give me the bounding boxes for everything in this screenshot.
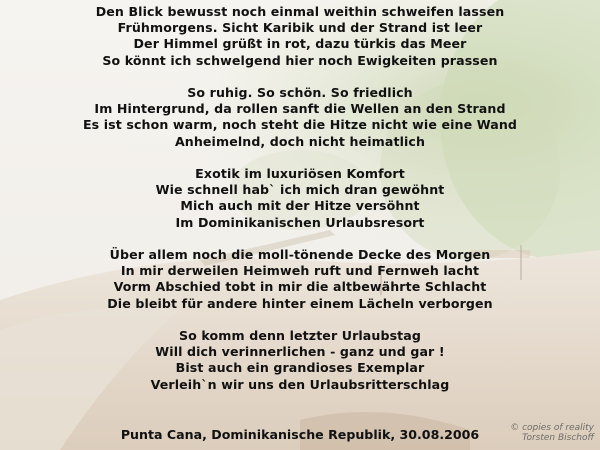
poem-text xyxy=(0,4,600,409)
poem-line: Bist auch ein grandioses Exemplar xyxy=(175,360,425,376)
poem-line: Den Blick bewusst noch einmal weithin schweifen lassen xyxy=(95,4,505,19)
poem-line: Anheimelnd, doch nicht heimatlich xyxy=(174,133,426,149)
poem-line: So könnt ich schwelgend hier noch Ewigkeiten prassen xyxy=(102,52,498,68)
poem-line: Der Himmel grüßt in rot, dazu türkis das Meer xyxy=(133,36,467,52)
poem-line: Im Dominikanischen Urlaubsresort xyxy=(175,214,425,230)
stanza-4 xyxy=(0,247,600,312)
stanza-3 xyxy=(0,166,600,231)
poem-line: In mir derweilen Heimweh ruft und Fernweh lacht xyxy=(120,263,480,279)
poem-line: Vorm Abschied tobt in mir die altbewährte Schlacht xyxy=(113,279,487,295)
poem-line: Verleih`n wir uns den Urlaubsritterschlag xyxy=(150,376,450,392)
watermark-author: Torsten Bischoff xyxy=(522,433,594,443)
poem-line: Frühmorgens. Sicht Karibik und der Strand ist leer xyxy=(117,20,483,36)
poem-line: Die bleibt für andere hinter einem Lächeln verborgen xyxy=(107,295,493,311)
poem-line: Will dich verinnerlichen - ganz und gar ! xyxy=(155,344,445,360)
poem-line: So komm denn letzter Urlaubstag xyxy=(178,328,422,343)
poem-line: Über allem noch die moll-tönende Decke des Morgen xyxy=(109,247,491,262)
watermark-line: © copies of reality xyxy=(510,423,594,433)
poem-line: Im Hintergrund, da rollen sanft die Wellen an den Strand xyxy=(94,101,506,117)
stanza-5 xyxy=(0,328,600,393)
poem-line: Exotik im luxuriösen Komfort xyxy=(195,166,405,181)
poem-line: Wie schnell hab` ich mich dran gewöhnt xyxy=(155,182,445,198)
poem-line: Es ist schon warm, noch steht die Hitze nicht wie eine Wand xyxy=(82,117,518,133)
stanza-1 xyxy=(0,4,600,69)
stanza-2 xyxy=(0,85,600,150)
copyright-watermark xyxy=(510,423,594,443)
poem-line: Mich auch mit der Hitze versöhnt xyxy=(180,198,420,214)
poem-line: So ruhig. So schön. So friedlich xyxy=(187,85,413,100)
poem-signature: Punta Cana, Dominikanische Republik, 30.08.2006 xyxy=(120,427,480,442)
